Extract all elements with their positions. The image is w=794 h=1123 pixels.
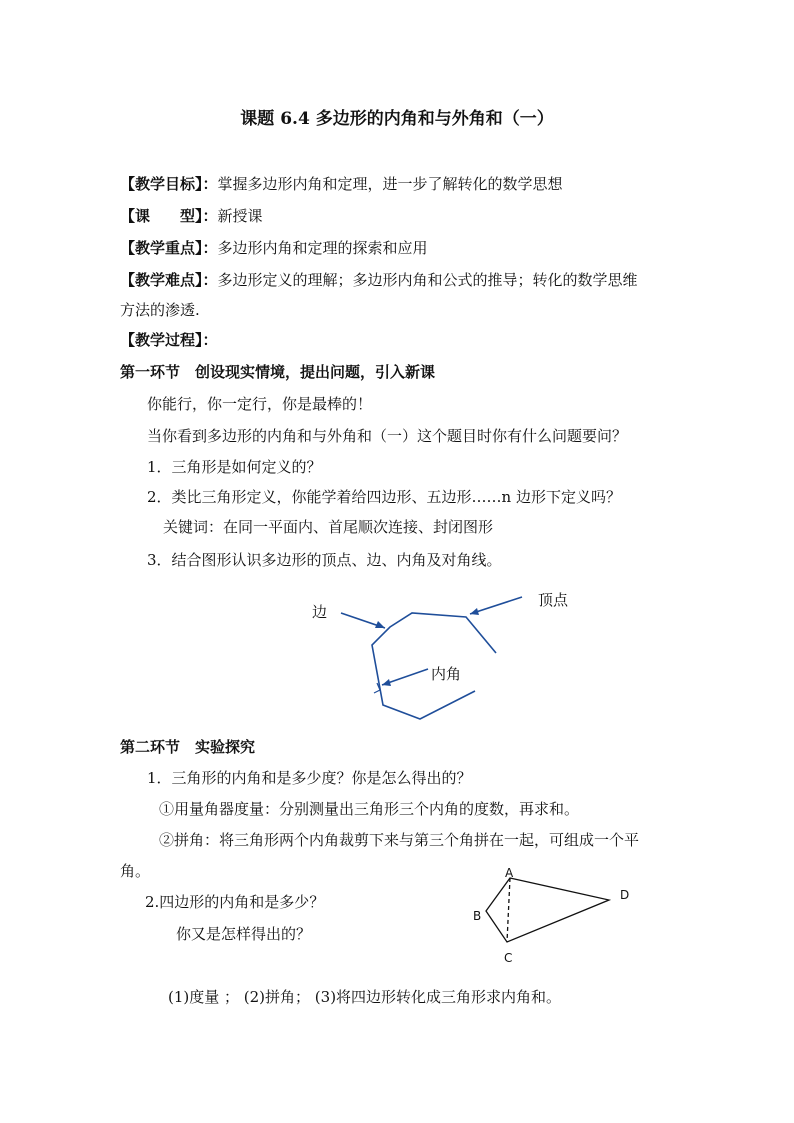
section2-method1: ①用量角器度量：分别测量出三角形三个内角的度数，再求和。 <box>159 800 580 818</box>
teaching-key-text: 多边形内角和定理的探索和应用 <box>217 239 428 257</box>
diagonal-ac <box>507 878 510 942</box>
section2-q2: 2.四边形的内角和是多少？ <box>145 893 325 911</box>
quadrilateral-outline <box>486 878 609 942</box>
teaching-goal-text: 掌握多边形内角和定理，进一步了解转化的数学思想 <box>217 175 563 193</box>
label-edge: 边 <box>312 603 328 621</box>
section1-heading: 第一环节 创设现实情境，提出问题，引入新课 <box>120 363 436 381</box>
point-a-label: A <box>505 866 514 880</box>
lesson-type-label: 【课 型】： <box>120 207 218 225</box>
teaching-difficulty-label: 【教学难点】： <box>120 271 218 289</box>
section1-q1: 1．三角形是如何定义的？ <box>147 458 322 476</box>
section1-keywords: 关键词：在同一平面内、首尾顺次连接、封闭图形 <box>163 518 494 536</box>
point-d-label: D <box>620 888 630 902</box>
section2-q2b: 你又是怎样得出的？ <box>176 925 312 943</box>
lesson-type-text: 新授课 <box>217 207 263 225</box>
label-vertex: 顶点 <box>538 591 569 609</box>
teaching-goal-label: 【教学目标】： <box>120 175 218 193</box>
label-interior-angle: 内角 <box>431 665 462 683</box>
section1-q2: 2．类比三角形定义，你能学着给四边形、五边形……n 边形下定义吗？ <box>147 488 621 506</box>
section1-p1: 你能行，你一定行，你是最棒的！ <box>147 395 373 413</box>
page-title: 课题 6.4 多边形的内角和与外角和（一） <box>240 109 554 129</box>
teaching-key-label: 【教学重点】： <box>120 239 218 257</box>
point-c-label: C <box>504 951 513 965</box>
section2-heading: 第二环节 实验探究 <box>120 738 256 756</box>
section1-p2: 当你看到多边形的内角和与外角和（一）这个题目时你有什么问题要问？ <box>147 427 628 445</box>
section1-q3: 3．结合图形认识多边形的顶点、边、内角及对角线。 <box>147 551 502 569</box>
section2-method2-cont: 角。 <box>120 862 151 880</box>
section2-method2: ②拼角：将三角形两个内角裁剪下来与第三个角拼在一起，可组成一个平 <box>159 831 640 849</box>
point-b-label: B <box>473 909 482 923</box>
section2-answers: (1)度量 ； (2)拼角； (3)将四边形转化成三角形求内角和。 <box>168 988 562 1006</box>
teaching-difficulty-cont: 方法的渗透. <box>120 301 200 319</box>
teaching-difficulty-text: 多边形定义的理解；多边形内角和公式的推导；转化的数学思维 <box>217 271 638 289</box>
section2-q1: 1．三角形的内角和是多少度？你是怎么得出的？ <box>147 769 472 787</box>
teaching-process-label: 【教学过程】： <box>120 331 218 349</box>
